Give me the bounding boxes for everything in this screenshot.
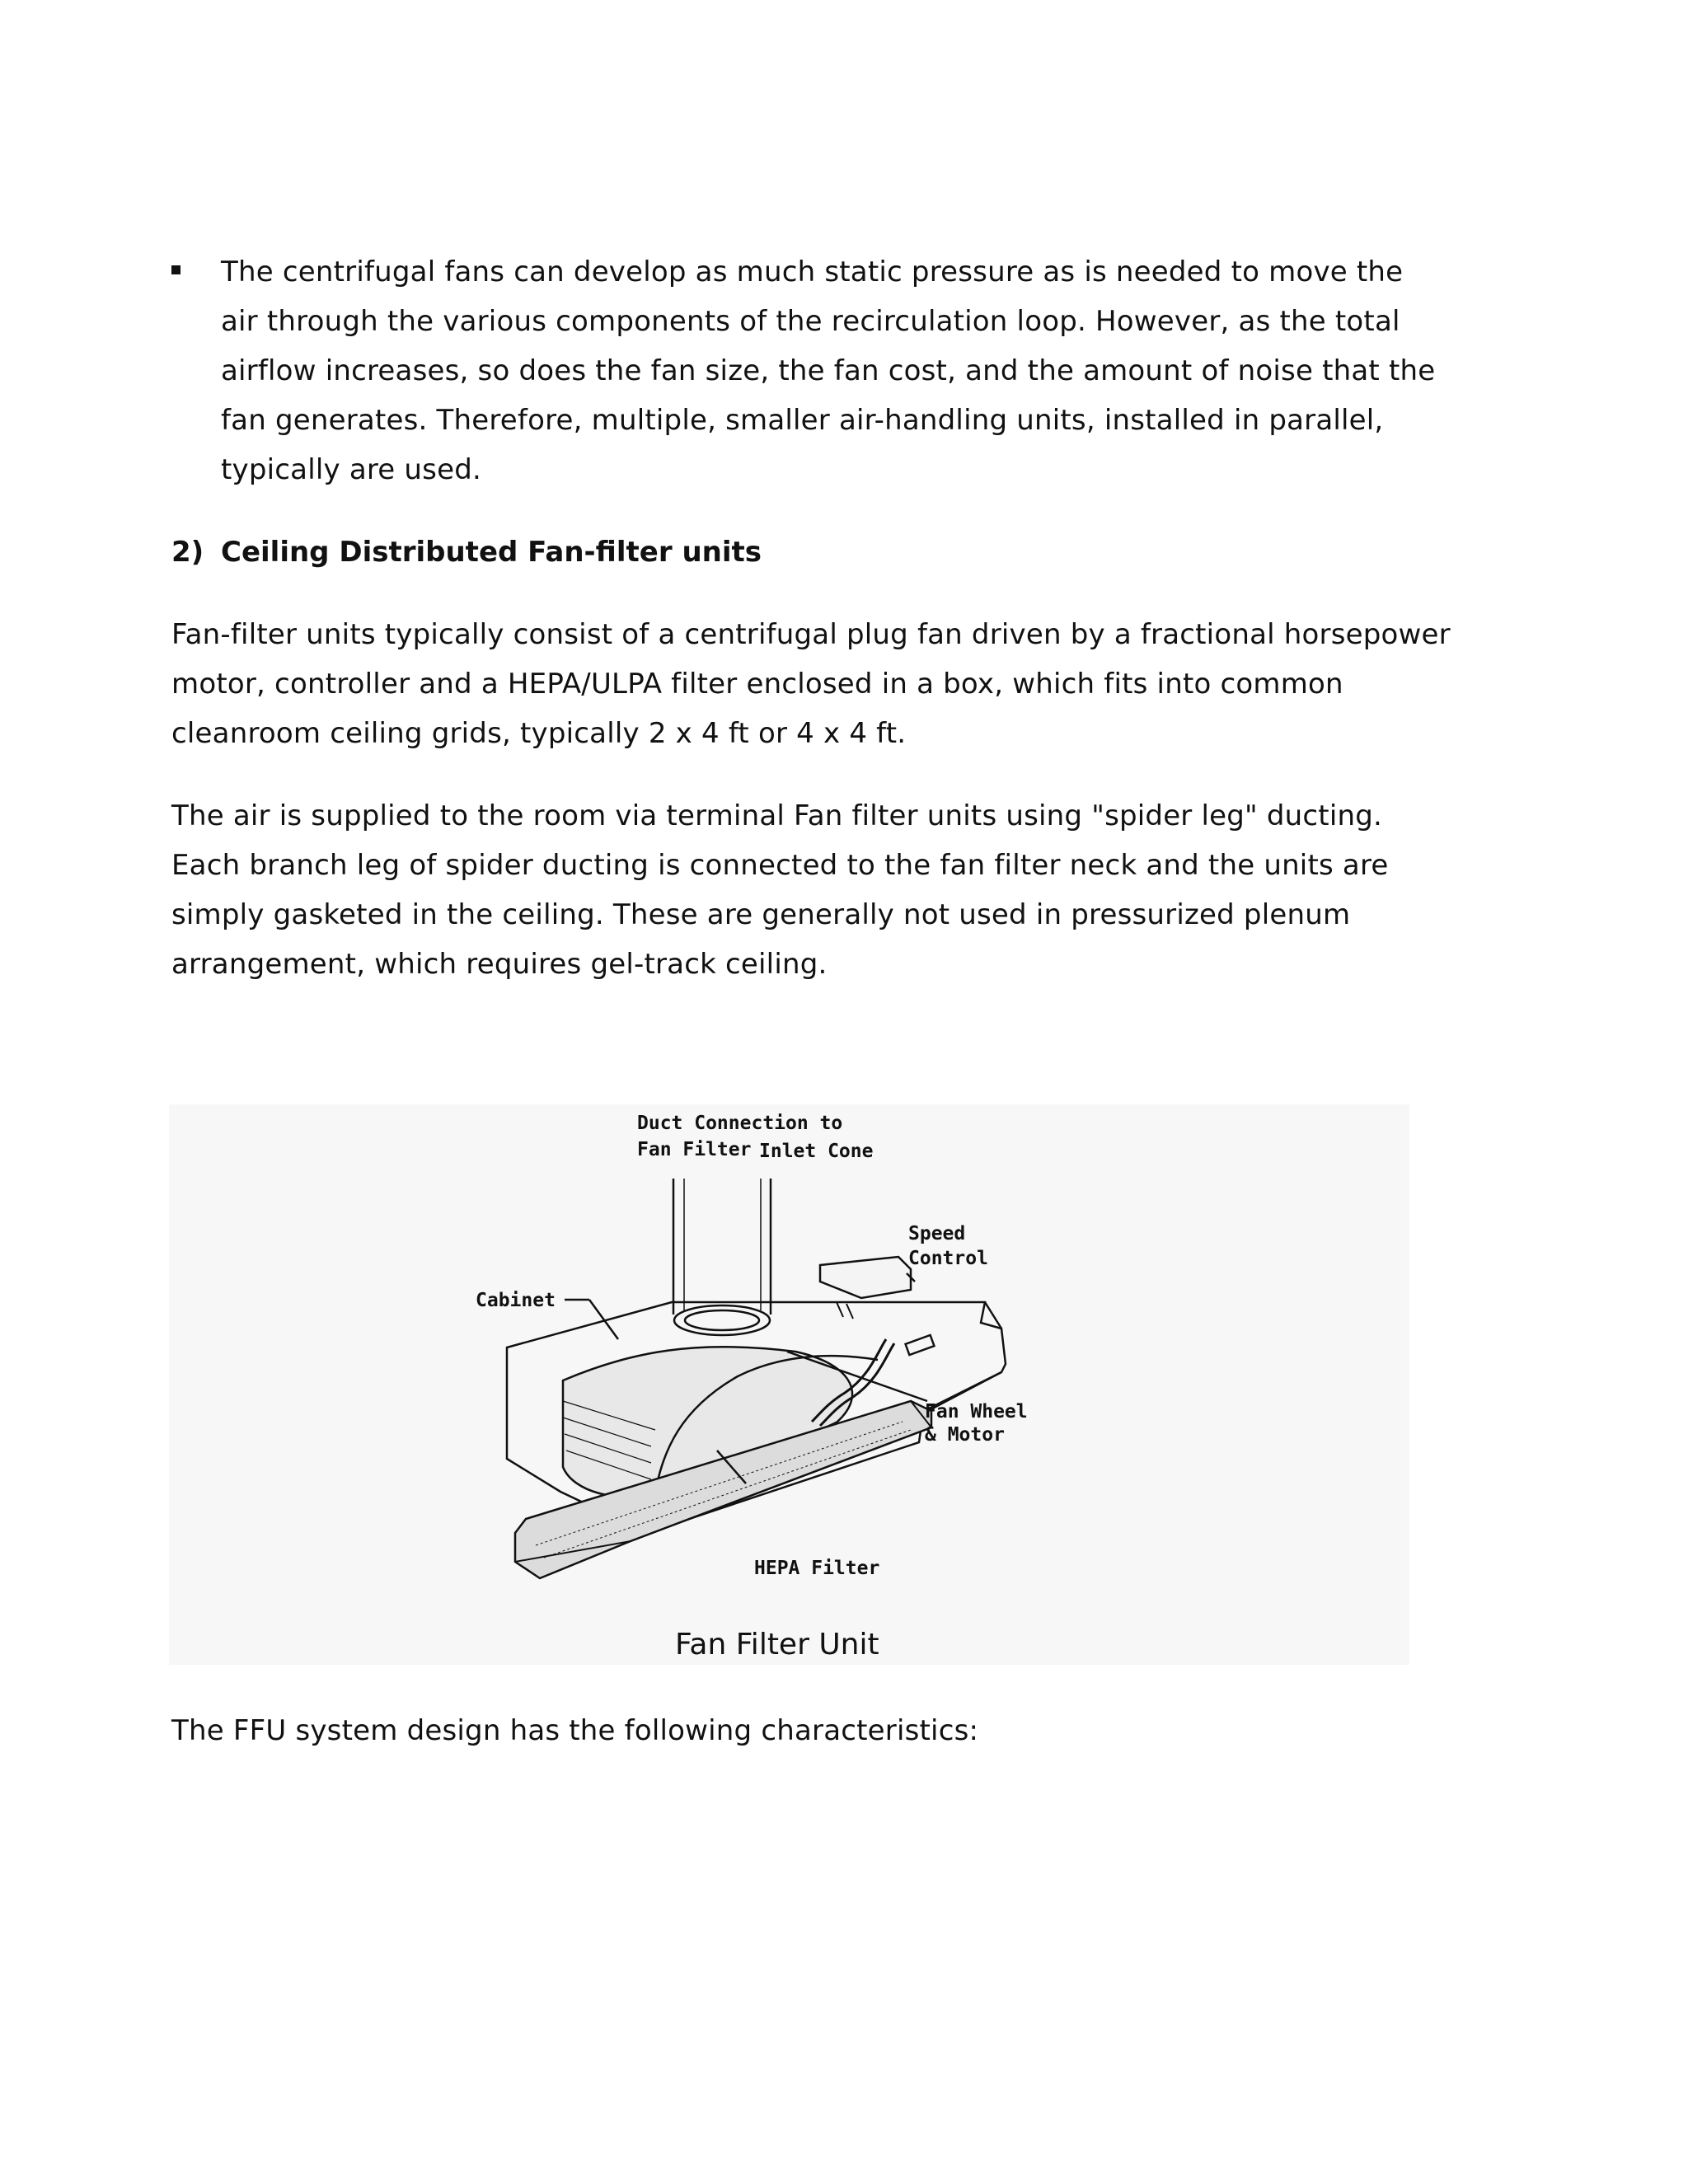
label-cabinet: Cabinet	[476, 1290, 556, 1311]
label-fan-wheel: Fan Wheel	[925, 1401, 1028, 1422]
fan-filter-unit-figure	[169, 1104, 1409, 1665]
label-speed: Speed	[908, 1223, 966, 1244]
label-control: Control	[908, 1248, 988, 1269]
label-motor: & Motor	[925, 1424, 1005, 1446]
label-fan-filter: Fan Filter	[637, 1139, 752, 1160]
speed-control-box	[820, 1257, 911, 1298]
paragraph-spider-leg: The air is supplied to the room via terminal Fan filter units using "spider leg" ducting. Each branch leg of spider ducting is connected to the fan filter neck and the units are simply gasketed in the ceiling. These are generally not used in pressurized plenum arrangement, which requires gel-track ceiling.	[171, 799, 1389, 981]
paragraph-ffu-characteristics: The FFU system design has the following characteristics:	[171, 1714, 979, 1747]
bullet-square-icon	[171, 265, 181, 274]
label-hepa-filter: HEPA Filter	[754, 1558, 880, 1579]
bullet-item	[171, 247, 1441, 494]
section-heading	[171, 527, 762, 577]
label-inlet-cone: Inlet Cone	[759, 1141, 874, 1162]
figure-caption: Fan Filter Unit	[675, 1628, 879, 1661]
section-number: 2)	[171, 536, 204, 569]
bullet-text: The centrifugal fans can develop as much static pressure as is needed to move the air through the various components of the recirculation loop. However, as the total airflow increases, so does the fan size, the fan cost, and the amount of noise that the fan generates. Therefore, multiple, smaller air-handling units, installed in parallel, typically are used.	[221, 255, 1436, 486]
label-duct-connection: Duct Connection to	[637, 1113, 843, 1134]
cabinet-vent	[906, 1335, 935, 1355]
section-title: Ceiling Distributed Fan-filter units	[221, 536, 762, 569]
fan-filter-unit-diagram	[169, 1104, 1409, 1665]
paragraph-ffu-description: Fan-filter units typically consist of a centrifugal plug fan driven by a fractional horsepower motor, controller and a HEPA/ULPA filter enclosed in a box, which fits into common cleanroom ceiling grids, typically 2 x 4 ft or 4 x 4 ft.	[171, 618, 1451, 750]
